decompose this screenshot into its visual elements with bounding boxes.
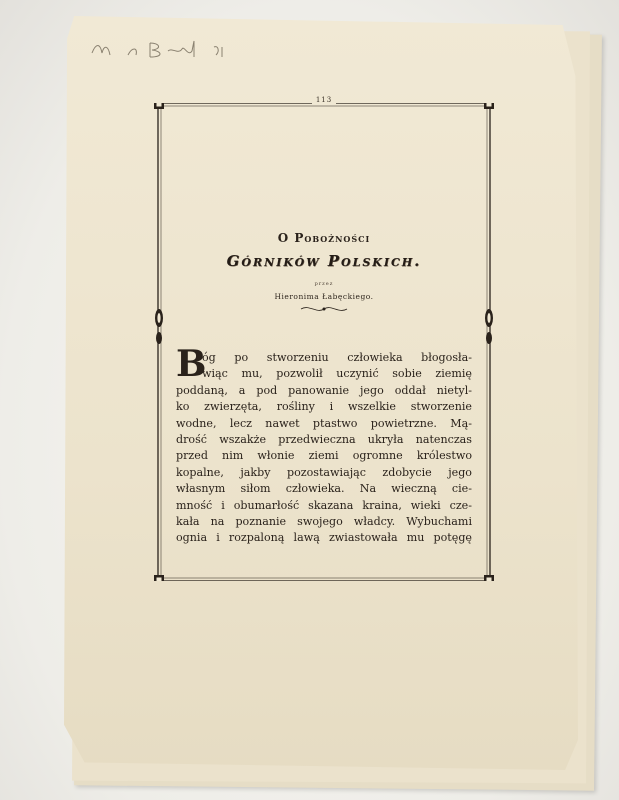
body-line: poddaną, a pod panowanie jego oddał nietyl- [176, 383, 472, 397]
byline-prefix: przez [314, 281, 334, 287]
ornament-flourish-icon [299, 304, 349, 314]
body-line: mność i obumarłość skazana kraina, wieki cze- [176, 498, 472, 512]
body-line: kała na poznanie swojego władcy. Wybuchami [176, 515, 472, 529]
body-line: wiąc mu, pozwolił uczynić sobie ziemię [202, 367, 472, 381]
article-title-line2: Górników Polskich. [226, 252, 422, 270]
author-name: Hieronima Łabęckiego. [274, 292, 374, 301]
body-line: przed nim włonie ziemi ogromne królestwo [176, 449, 472, 463]
article-title-line1: O Pobożności [277, 231, 371, 245]
body-line: własnym siłom człowieka. Na wieczną cie- [176, 482, 472, 496]
article-body [176, 343, 472, 547]
body-line: kopalne, jakby pozostawiając zdobycie jego [176, 465, 472, 479]
page-number: 113 [152, 96, 496, 104]
body-line: drość wszakże przedwieczna ukryła natenczas [176, 433, 472, 447]
handwritten-note [88, 33, 238, 63]
drop-cap: B [176, 343, 207, 385]
body-line: wodne, lecz nawet ptastwo powietrzne. Mą- [176, 416, 472, 430]
body-line: óg po stworzeniu człowieka błogosła- [202, 351, 472, 364]
ornamental-frame [152, 96, 496, 581]
body-line: ognia i rozpaloną lawą zwiastowała mu potęgę [176, 531, 472, 545]
body-line: ko zwierzęta, rośliny i wszelkie stworzenie [176, 400, 472, 414]
